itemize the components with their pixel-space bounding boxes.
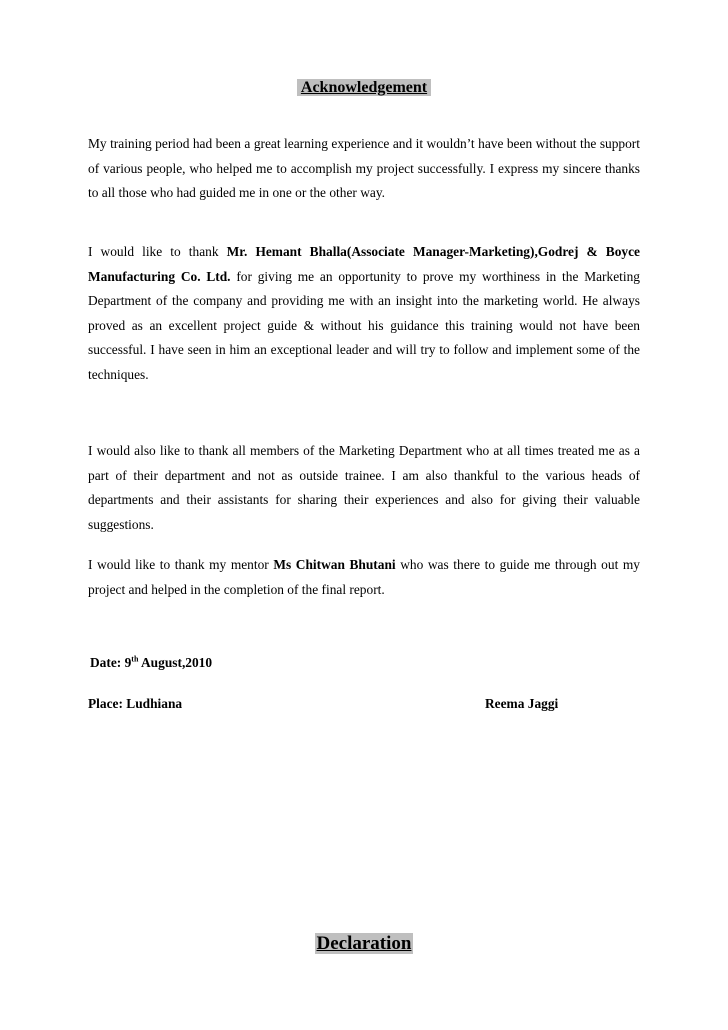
paragraph-4-intro: I would like to thank my mentor	[88, 557, 274, 572]
manager-name: Mr. Hemant Bhalla(Associate Manager-Marketing),Godrej & Boyce Manufacturing Co. Ltd.	[88, 244, 640, 284]
place-line: Place: Ludhiana	[88, 696, 183, 711]
declaration-heading-text: Declaration	[316, 933, 412, 954]
acknowledgement-paragraph-2	[88, 240, 640, 388]
acknowledgement-heading	[0, 76, 728, 100]
date-prefix: Date: 9	[90, 655, 132, 670]
paragraph-2-intro: I would like to thank	[88, 244, 227, 259]
acknowledgement-paragraph-3: I would also like to thank all members of the Marketing Department who at all times treated me as a part of their department and not as outside trainee. I am also thankful to the various heads of departments and their assistants for sharing their experiences and also for giving their valuable suggestions.	[88, 443, 640, 532]
date-line	[90, 654, 212, 672]
mentor-name: Ms Chitwan Bhutani	[273, 557, 396, 572]
declaration-heading	[0, 930, 728, 958]
date-rest: August,2010	[138, 655, 213, 670]
paragraph-4-rest: who was there to guide me through out my project and helped in the completion of the final report.	[88, 557, 640, 597]
acknowledgement-heading-text: Acknowledgement	[297, 79, 431, 96]
acknowledgement-paragraph-1: My training period had been a great learning experience and it wouldn’t have been without the support of various people, who helped me to accomplish my project successfully. I express my sincere thanks to all those who had guided me in one or the other way.	[88, 136, 640, 201]
acknowledgement-paragraph-4	[88, 553, 640, 602]
paragraph-2-rest: for giving me an opportunity to prove my worthiness in the Marketing Department of the company and providing me with an insight into the marketing world. He always proved as an excellent project guide & without his guidance this training would not have been successful. I have seen in him an exceptional leader and will try to follow and implement some of the techniques.	[88, 268, 640, 382]
date-ordinal: th	[131, 654, 139, 664]
author-name: Reema Jaggi	[485, 696, 559, 711]
